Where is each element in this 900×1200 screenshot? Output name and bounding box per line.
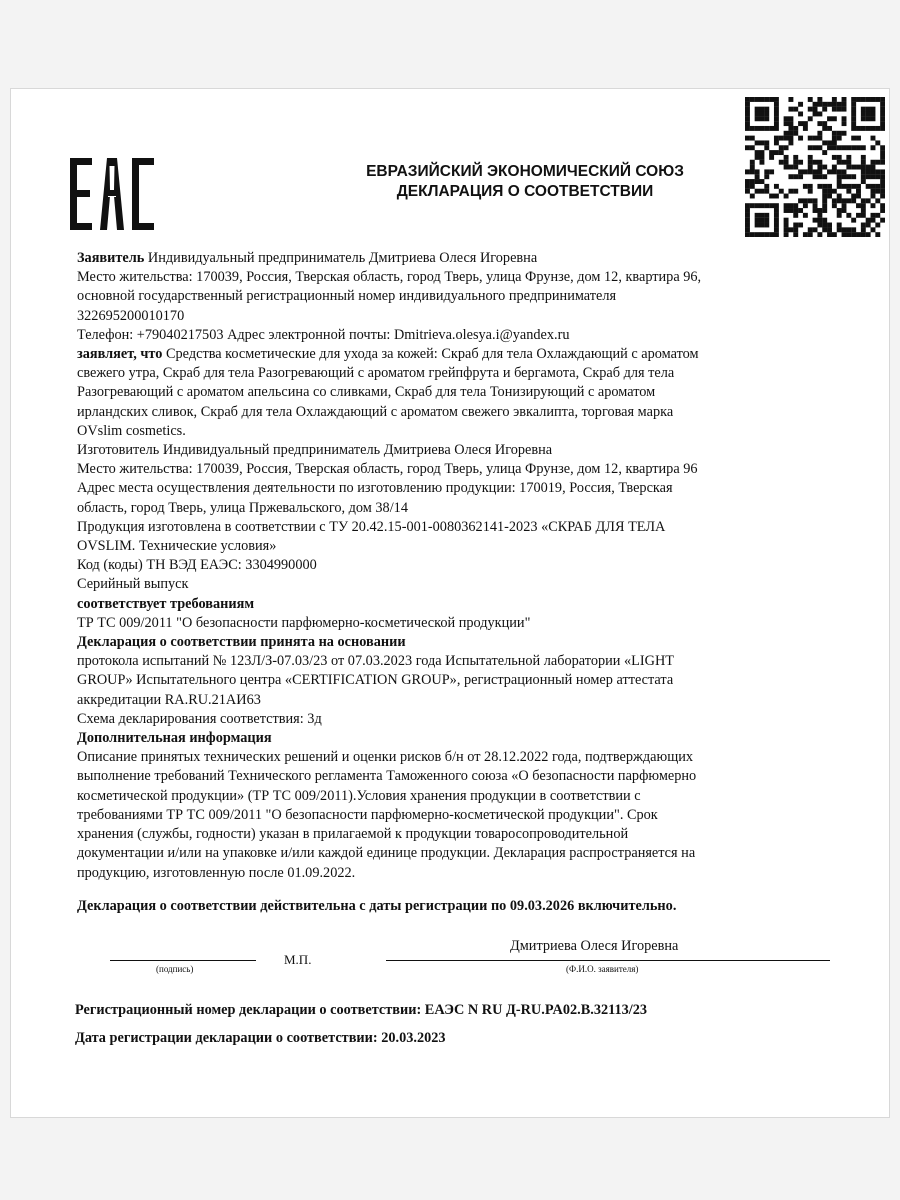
declaration-body xyxy=(77,249,827,916)
extra-info-line: хранения (службы, годности) указан в прилагаемой к продукции товаросопроводительной xyxy=(77,826,629,843)
declaration-scheme: Схема декларирования соответствия: 3д xyxy=(77,710,322,727)
document-header xyxy=(290,162,760,202)
spec-line: Продукция изготовлена в соответствии с ТУ 20.42.15-001-0080362141-2023 «СКРАБ ДЛЯ ТЕЛА xyxy=(77,518,666,535)
hs-code: Код (коды) ТН ВЭД ЕАЭС: 3304990000 xyxy=(77,557,317,574)
product-line: OVslim cosmetics. xyxy=(77,422,186,439)
signature-line xyxy=(110,960,256,961)
qr-code-icon xyxy=(745,97,885,237)
basis-line: протокола испытаний № 123Л/З-07.03/23 от 07.03.2023 года Испытательной лаборатории «LIGHT xyxy=(77,653,675,670)
basis-line: GROUP» Испытательного центра «CERTIFICATION GROUP», регистрационный номер аттестата xyxy=(77,672,674,689)
validity-statement: Декларация о соответствии действительна с даты регистрации по 09.03.2026 включительно. xyxy=(77,897,677,914)
manufacturer-line: Адрес места осуществления деятельности по изготовлению продукции: 170019, Россия, Тверская xyxy=(77,480,673,497)
conforms-label: соответствует требованиям xyxy=(77,595,255,612)
applicant-label: Заявитель xyxy=(77,250,145,266)
product-line: Разогревающий с ароматом апельсина со сливками, Скраб для тела Тонизирующий с ароматом xyxy=(77,384,656,401)
applicant-contacts: Телефон: +79040217503 Адрес электронной почты: Dmitrieva.olesya.i@yandex.ru xyxy=(77,326,570,343)
basis-label: Декларация о соответствии принята на основании xyxy=(77,634,406,651)
product-line: Средства косметические для ухода за кожей: Скраб для тела Охлаждающий с ароматом xyxy=(162,346,699,363)
registration-number: Регистрационный номер декларации о соответствии: ЕАЭС N RU Д-RU.PA02.B.32113/23 xyxy=(75,1002,648,1018)
extra-info-line: документации и/или на упаковке и/или каждой единице продукции. Декларация распространяется на xyxy=(77,845,696,862)
product-line: ирландских сливок, Скраб для тела Охлаждающий с ароматом свежего эвкалипта, торговая марка xyxy=(77,403,674,420)
applicant-reg-label: основной государственный регистрационный номер индивидуального предпринимателя xyxy=(77,288,617,305)
signer-name: Дмитриева Олеся Игоревна xyxy=(510,938,679,954)
extra-info-line: выполнение требований Технического регламента Таможенного союза «О безопасности парфюмерно xyxy=(77,768,697,785)
eac-mark-icon xyxy=(70,158,154,230)
header-title: ДЕКЛАРАЦИЯ О СООТВЕТСТВИИ xyxy=(396,183,654,200)
serial-production: Серийный выпуск xyxy=(77,576,189,593)
registration-block xyxy=(75,996,835,1052)
signer-name-line xyxy=(386,960,830,961)
stamp-mark: М.П. xyxy=(284,952,312,967)
extra-info-line: Описание принятых технических решений и оценки рисков б/н от 28.12.2022 года, подтверждающих xyxy=(77,749,694,766)
signature-block xyxy=(110,934,830,974)
applicant-name: Индивидуальный предприниматель Дмитриева Олеся Игоревна xyxy=(144,250,538,266)
spec-line: OVSLIM. Технические условия» xyxy=(77,538,277,555)
registration-date: Дата регистрации декларации о соответствии: 20.03.2023 xyxy=(75,1030,446,1046)
extra-info-line: косметической продукции» (ТР ТС 009/2011).Условия хранения продукции в соответствии с xyxy=(77,787,641,804)
signature-caption: (подпись) xyxy=(156,964,194,974)
signer-caption: (Ф.И.О. заявителя) xyxy=(566,964,639,974)
manufacturer-line: область, город Тверь, улица Пржевальского, дом 38/14 xyxy=(77,499,408,516)
applicant-reg-number: 322695200010170 xyxy=(77,307,185,324)
header-union: ЕВРАЗИЙСКИЙ ЭКОНОМИЧЕСКИЙ СОЮЗ xyxy=(366,163,684,180)
extra-info-label: Дополнительная информация xyxy=(77,730,272,747)
applicant-address: Место жительства: 170039, Россия, Тверская область, город Тверь, улица Фрунзе, дом 12, квартира 96, xyxy=(77,269,702,286)
basis-line: аккредитации RA.RU.21АИ63 xyxy=(77,691,261,708)
extra-info-line: продукцию, изготовленную после 01.09.2022. xyxy=(77,864,356,881)
manufacturer-line: Изготовитель Индивидуальный предприниматель Дмитриева Олеся Игоревна xyxy=(77,442,553,459)
extra-info-line: требованиями ТР ТС 009/2011 "О безопасности парфюмерно-косметической продукции". Срок xyxy=(77,806,658,823)
product-line: свежего утра, Скраб для тела Разогревающий с ароматом грейпфрута и бергамота, Скраб для тела xyxy=(77,365,675,382)
declares-label: заявляет, что xyxy=(77,346,163,363)
regulation: ТР ТС 009/2011 "О безопасности парфюмерно-косметической продукции" xyxy=(77,614,531,631)
manufacturer-line: Место жительства: 170039, Россия, Тверская область, город Тверь, улица Фрунзе, дом 12, квартира 96 xyxy=(77,461,698,478)
